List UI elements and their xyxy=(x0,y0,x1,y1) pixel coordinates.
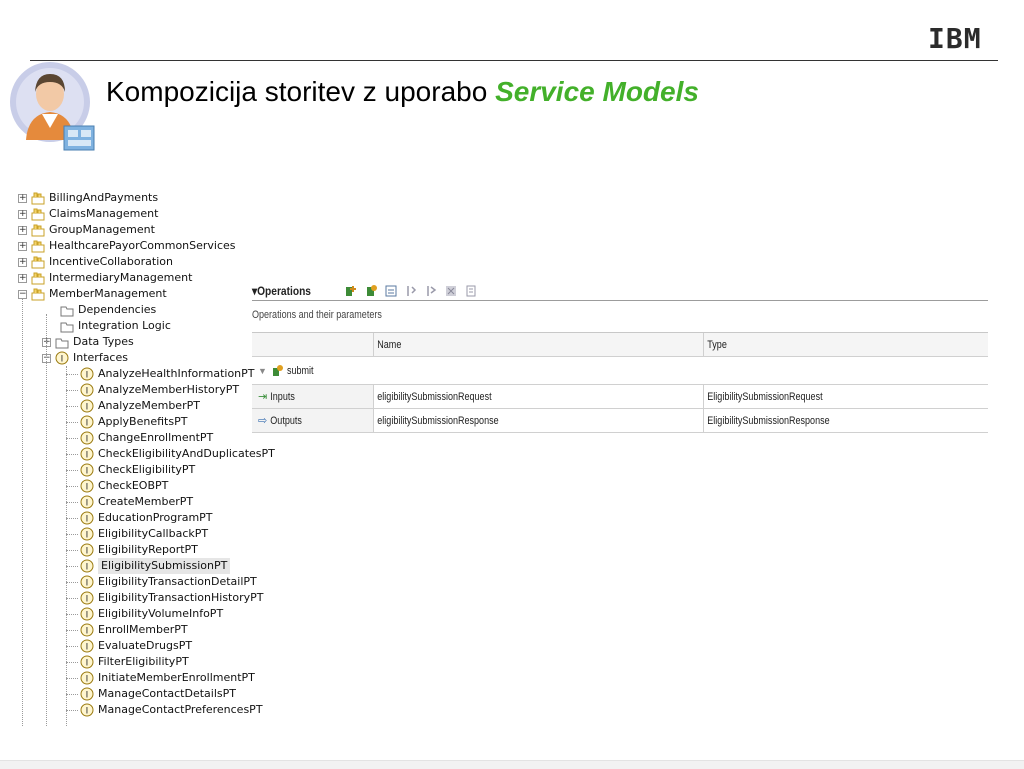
operations-toolbar xyxy=(344,282,478,300)
header-divider xyxy=(30,60,998,61)
collapse-arrow-icon[interactable]: ▼ xyxy=(258,366,267,376)
svg-text:I: I xyxy=(85,370,89,381)
input-type: EligibilitySubmissionRequest xyxy=(707,391,823,403)
output-name-cell[interactable] xyxy=(374,409,704,433)
collapse-icon[interactable]: − xyxy=(43,352,51,363)
tree-item-label: ClaimsManagement xyxy=(49,207,159,220)
svg-text:I: I xyxy=(85,466,89,477)
tree-item-interface[interactable] xyxy=(80,462,195,478)
interface-icon xyxy=(80,575,94,589)
package-icon xyxy=(31,207,45,221)
project-tree xyxy=(18,190,288,726)
tree-item-interface[interactable] xyxy=(80,526,208,542)
tree-item-interface[interactable] xyxy=(80,702,263,718)
tree-guide-line xyxy=(66,486,78,487)
expand-icon[interactable]: + xyxy=(19,224,27,235)
tree-item-label: ManageContactDetailsPT xyxy=(98,687,236,700)
dependencies-icon xyxy=(60,303,74,317)
tree-item-interface[interactable] xyxy=(80,686,236,702)
interface-icon xyxy=(80,415,94,429)
svg-text:I: I xyxy=(85,690,89,701)
svg-text:I: I xyxy=(85,418,89,429)
tree-guide-line xyxy=(66,470,78,471)
operations-tab-label: Operations xyxy=(257,284,311,298)
tree-item-label: EnrollMemberPT xyxy=(98,623,188,636)
tree-item-interface[interactable] xyxy=(80,558,230,574)
add-input-icon[interactable] xyxy=(404,284,418,298)
tree-guide-line xyxy=(66,630,78,631)
svg-text:I: I xyxy=(85,546,89,557)
svg-text:I: I xyxy=(85,562,89,573)
operations-panel xyxy=(252,276,988,436)
tree-guide-line xyxy=(66,390,78,391)
interface-icon xyxy=(80,495,94,509)
output-arrow-icon: ⇨ xyxy=(258,415,268,427)
tree-item-interface[interactable] xyxy=(80,366,255,382)
expand-icon[interactable]: + xyxy=(19,256,27,267)
package-icon xyxy=(31,223,45,237)
user-avatar-icon xyxy=(8,56,108,156)
svg-text:I: I xyxy=(85,530,89,541)
tree-guide-line xyxy=(66,566,78,567)
output-name: eligibilitySubmissionResponse xyxy=(377,415,499,427)
slide-title-emphasis: Service Models xyxy=(495,76,699,107)
add-operation-icon[interactable] xyxy=(344,284,358,298)
tree-item-interface[interactable] xyxy=(80,542,198,558)
operations-tab[interactable]: ▾Operations xyxy=(252,284,311,298)
interface-icon xyxy=(80,511,94,525)
expand-icon[interactable]: + xyxy=(19,192,27,203)
tree-item-label: HealthcarePayorCommonServices xyxy=(49,239,236,252)
column-header-type-label: Type xyxy=(707,339,727,351)
interface-icon xyxy=(80,431,94,445)
tree-item-label: AnalyzeMemberHistoryPT xyxy=(98,383,240,396)
tree-guide-line xyxy=(66,662,78,663)
tree-item-label: EligibilityReportPT xyxy=(98,543,198,556)
tree-item-label: EducationProgramPT xyxy=(98,511,213,524)
tree-guide-line xyxy=(66,550,78,551)
tree-item-label: CheckEligibilityAndDuplicatesPT xyxy=(98,447,275,460)
svg-text:I: I xyxy=(85,386,89,397)
svg-text:I: I xyxy=(85,706,89,717)
column-header-name-label: Name xyxy=(377,339,402,351)
tree-item-package[interactable] xyxy=(18,238,236,254)
inputs-label-cell xyxy=(252,385,374,409)
collapse-icon[interactable]: − xyxy=(19,288,27,299)
slide-title xyxy=(106,74,699,110)
tree-item-package[interactable] xyxy=(18,206,158,222)
tree-item-interface[interactable] xyxy=(80,414,187,430)
svg-text:I: I xyxy=(60,354,64,365)
tree-item-label: InitiateMemberEnrollmentPT xyxy=(98,671,255,684)
tree-guide-line xyxy=(66,374,78,375)
tree-item-interface[interactable] xyxy=(80,446,275,462)
tree-item-interface[interactable] xyxy=(80,670,255,686)
package-icon xyxy=(31,287,45,301)
package-icon xyxy=(31,271,45,285)
operation-icon xyxy=(270,364,284,378)
interface-icon xyxy=(80,543,94,557)
tree-item-package[interactable] xyxy=(18,190,158,206)
tree-guide-line xyxy=(66,438,78,439)
tree-item-interface[interactable] xyxy=(80,478,168,494)
add-output-icon[interactable] xyxy=(424,284,438,298)
tree-item-package[interactable] xyxy=(18,222,155,238)
tree-item-integration-logic[interactable] xyxy=(60,318,171,334)
svg-text:I: I xyxy=(85,594,89,605)
tree-guide-line xyxy=(66,518,78,519)
tree-item-label: IntermediaryManagement xyxy=(49,271,193,284)
tree-item-label: EligibilityVolumeInfoPT xyxy=(98,607,224,620)
interface-icon xyxy=(80,559,94,573)
tree-item-label: Data Types xyxy=(73,335,134,348)
interface-icon xyxy=(80,367,94,381)
expand-icon[interactable]: + xyxy=(19,208,27,219)
ibm-logo: IBM xyxy=(928,26,996,52)
tree-guide-line xyxy=(66,582,78,583)
tree-item-dependencies[interactable] xyxy=(60,302,156,318)
interface-icon xyxy=(80,703,94,717)
svg-text:I: I xyxy=(85,402,89,413)
tree-item-interface[interactable] xyxy=(80,654,189,670)
tree-item-data-types[interactable] xyxy=(42,334,134,350)
tree-item-label: GroupManagement xyxy=(49,223,155,236)
svg-text:I: I xyxy=(85,578,89,589)
tree-guide-line xyxy=(22,298,23,726)
svg-text:I: I xyxy=(85,626,89,637)
tree-item-package[interactable] xyxy=(18,254,173,270)
operation-name: submit xyxy=(287,365,314,377)
interface-icon xyxy=(80,399,94,413)
input-type-cell[interactable] xyxy=(704,385,988,409)
svg-text:I: I xyxy=(85,610,89,621)
interface-icon xyxy=(80,671,94,685)
outputs-label: Outputs xyxy=(270,415,303,427)
tree-item-label: AnalyzeMemberPT xyxy=(98,399,200,412)
tree-item-label: IncentiveCollaboration xyxy=(49,255,173,268)
expand-icon[interactable]: + xyxy=(43,336,51,347)
interface-icon xyxy=(80,623,94,637)
tree-item-package[interactable] xyxy=(18,270,192,286)
tree-item-label: MemberManagement xyxy=(49,287,167,300)
integration-logic-icon xyxy=(60,319,74,333)
svg-text:I: I xyxy=(85,434,89,445)
tree-item-label: CreateMemberPT xyxy=(98,495,194,508)
svg-text:I: I xyxy=(85,658,89,669)
tree-item-interface[interactable] xyxy=(80,510,213,526)
tree-item-label: CheckEligibilityPT xyxy=(98,463,196,476)
output-type-cell[interactable] xyxy=(704,409,988,433)
tree-item-label: EligibilitySubmissionPT xyxy=(98,558,230,574)
interface-icon xyxy=(80,463,94,477)
tree-guide-line xyxy=(66,678,78,679)
delete-icon[interactable] xyxy=(444,284,458,298)
interface-icon xyxy=(80,527,94,541)
input-name-cell[interactable] xyxy=(374,385,704,409)
tree-item-interface[interactable] xyxy=(80,398,200,414)
tree-item-label: Interfaces xyxy=(73,351,128,364)
tree-item-interface[interactable] xyxy=(80,382,239,398)
tree-item-label: EligibilityTransactionDetailPT xyxy=(98,575,257,588)
input-arrow-icon: ⇥ xyxy=(258,391,268,403)
interface-icon xyxy=(80,591,94,605)
tree-guide-line xyxy=(66,694,78,695)
interface-icon xyxy=(80,655,94,669)
tree-guide-line xyxy=(66,614,78,615)
slide-title-text: Kompozicija storitev z uporabo xyxy=(106,76,496,107)
add-request-response-icon[interactable] xyxy=(364,284,378,298)
tree-item-interface[interactable] xyxy=(80,574,257,590)
tree-item-interface[interactable] xyxy=(80,638,192,654)
tree-item-package[interactable] xyxy=(18,286,167,302)
tree-guide-line xyxy=(66,366,67,726)
column-header-name[interactable] xyxy=(374,333,704,357)
tree-guide-line xyxy=(66,598,78,599)
tree-item-interface[interactable] xyxy=(80,622,188,638)
tree-item-label: FilterEligibilityPT xyxy=(98,655,189,668)
tree-guide-line xyxy=(66,534,78,535)
operations-subtitle: Operations and their parameters xyxy=(252,309,382,321)
tree-item-label: CheckEOBPT xyxy=(98,479,169,492)
expand-icon[interactable]: + xyxy=(19,240,27,251)
tree-item-label: ManageContactPreferencesPT xyxy=(98,703,263,716)
operations-table xyxy=(252,332,988,427)
svg-text:I: I xyxy=(85,482,89,493)
interface-icon xyxy=(80,639,94,653)
tree-guide-line xyxy=(66,710,78,711)
svg-text:I: I xyxy=(85,498,89,509)
output-type: EligibilitySubmissionResponse xyxy=(707,415,830,427)
tree-item-label: ChangeEnrollmentPT xyxy=(98,431,214,444)
tree-item-label: BillingAndPayments xyxy=(49,191,159,204)
interface-icon xyxy=(80,687,94,701)
tree-item-label: EvaluateDrugsPT xyxy=(98,639,193,652)
tree-item-interface[interactable] xyxy=(80,494,193,510)
tree-guide-line xyxy=(66,454,78,455)
tree-item-label: AnalyzeHealthInformationPT xyxy=(98,367,255,380)
tree-item-label: ApplyBenefitsPT xyxy=(98,415,188,428)
tree-guide-line xyxy=(66,646,78,647)
interface-icon xyxy=(55,351,69,365)
tree-item-label: Integration Logic xyxy=(78,319,171,332)
data-types-icon xyxy=(55,335,69,349)
add-fault-icon[interactable] xyxy=(384,284,398,298)
svg-text:I: I xyxy=(85,450,89,461)
interface-icon xyxy=(80,447,94,461)
outputs-label-cell xyxy=(252,409,374,433)
package-icon xyxy=(31,191,45,205)
tree-guide-line xyxy=(46,314,47,726)
inputs-label: Inputs xyxy=(270,391,296,403)
tree-item-interface[interactable] xyxy=(80,430,213,446)
input-name: eligibilitySubmissionRequest xyxy=(377,391,492,403)
operations-header xyxy=(252,282,988,301)
tree-guide-line xyxy=(66,406,78,407)
package-icon xyxy=(31,239,45,253)
tree-item-label: EligibilityCallbackPT xyxy=(98,527,209,540)
operation-row-submit[interactable] xyxy=(252,357,988,385)
column-blank-header xyxy=(252,333,374,357)
svg-text:I: I xyxy=(85,514,89,525)
properties-icon[interactable] xyxy=(464,284,478,298)
tree-guide-line xyxy=(66,502,78,503)
svg-text:I: I xyxy=(85,642,89,653)
tree-item-label: EligibilityTransactionHistoryPT xyxy=(98,591,264,604)
package-icon xyxy=(31,255,45,269)
svg-text:I: I xyxy=(85,674,89,685)
interface-icon xyxy=(80,479,94,493)
tree-guide-line xyxy=(66,422,78,423)
tree-item-interface[interactable] xyxy=(80,590,264,606)
tree-item-interface[interactable] xyxy=(80,606,223,622)
tree-item-label: Dependencies xyxy=(78,303,157,316)
interface-icon xyxy=(80,383,94,397)
interface-icon xyxy=(80,607,94,621)
column-header-type[interactable] xyxy=(704,333,988,357)
tree-item-interfaces[interactable] xyxy=(42,350,128,366)
expand-icon[interactable]: + xyxy=(19,272,27,283)
